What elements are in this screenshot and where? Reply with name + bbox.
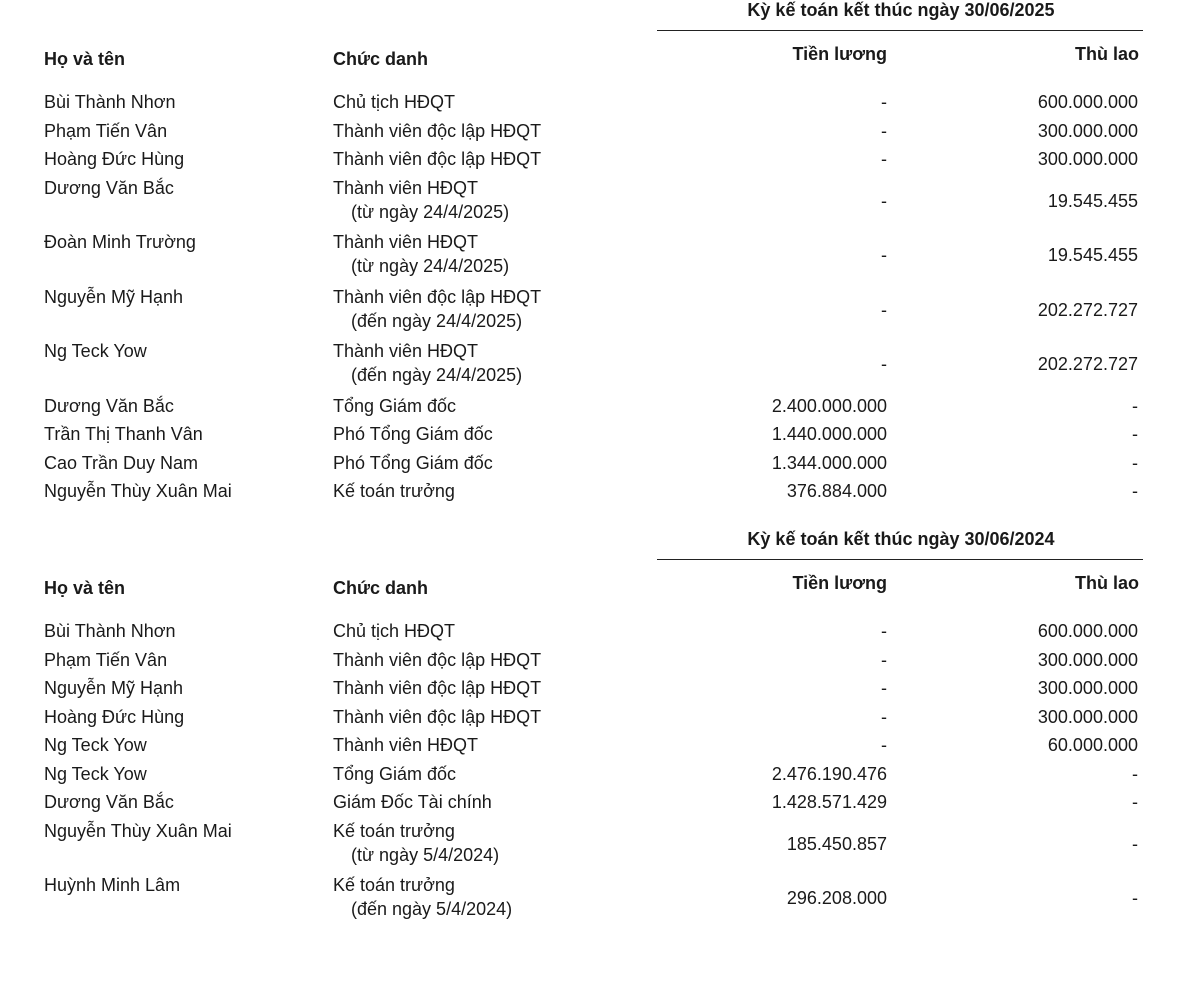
period-heading: Kỳ kế toán kết thúc ngày 30/06/2024 [747, 529, 1055, 549]
column-header-name: Họ và tên [44, 49, 126, 69]
column-header-salary: Tiền lương [792, 44, 887, 64]
fee-value: 19.545.455 [1047, 245, 1138, 265]
column-header-name: Họ và tên [44, 578, 126, 598]
salary-value: - [881, 621, 887, 641]
job-title: Thành viên độc lập HĐQT [333, 120, 542, 141]
job-title-cell [333, 819, 499, 867]
job-title: Phó Tổng Giám đốc [333, 452, 493, 473]
job-title-cell [333, 176, 509, 224]
period-rule [657, 30, 1143, 31]
job-title: Giám Đốc Tài chính [333, 792, 492, 812]
job-title: Thành viên độc lập HĐQT [333, 649, 542, 670]
column-header-fee: Thù lao [1075, 44, 1139, 64]
job-title-cell [333, 873, 512, 921]
person-name: Nguyễn Mỹ Hạnh [44, 678, 184, 698]
salary-value: 1.428.571.429 [771, 792, 887, 812]
salary-value: - [881, 245, 887, 265]
job-title: Thành viên độc lập HĐQT [333, 286, 542, 307]
job-title-cell [333, 90, 455, 114]
job-title: Kế toán trưởng [333, 481, 455, 501]
job-title: Kế toán trưởng [333, 875, 455, 895]
fee-value: 300.000.000 [1037, 120, 1138, 141]
salary-value: 2.400.000.000 [771, 395, 887, 416]
salary-value: - [881, 354, 887, 374]
tenure-note: (từ ngày 24/4/2025) [351, 256, 510, 276]
fee-value: 202.272.727 [1037, 299, 1138, 320]
fee-value: 300.000.000 [1037, 149, 1138, 169]
person-name: Huỳnh Minh Lâm [44, 875, 181, 895]
salary-value: - [881, 678, 887, 698]
period-heading: Kỳ kế toán kết thúc ngày 30/06/2025 [747, 0, 1055, 20]
job-title-cell [333, 790, 492, 814]
fee-value: 202.272.727 [1037, 354, 1138, 374]
job-title: Tổng Giám đốc [333, 763, 457, 784]
person-name: Nguyễn Thùy Xuân Mai [44, 481, 232, 501]
job-title: Chủ tịch HĐQT [333, 621, 456, 641]
job-title: Thành viên HĐQT [333, 341, 479, 361]
salary-value: - [881, 649, 887, 670]
fee-value: - [1132, 395, 1138, 416]
column-header-title: Chức danh [333, 49, 429, 69]
job-title-cell [333, 394, 456, 418]
person-name: Ng Teck Yow [44, 735, 147, 755]
person-name: Hoàng Đức Hùng [44, 149, 185, 169]
salary-value: 1.344.000.000 [771, 452, 887, 473]
job-title: Tổng Giám đốc [333, 395, 457, 416]
salary-value: 2.476.190.476 [771, 763, 887, 784]
job-title-cell [333, 422, 493, 446]
person-name: Dương Văn Bắc [44, 177, 174, 198]
fee-value: - [1132, 888, 1138, 908]
salary-value: - [881, 190, 887, 211]
fee-value: - [1132, 833, 1138, 854]
salary-value: - [881, 92, 887, 112]
tenure-note: (từ ngày 5/4/2024) [351, 844, 500, 865]
job-title-cell [333, 285, 541, 333]
fee-value: 300.000.000 [1037, 649, 1138, 670]
person-name: Trần Thị Thanh Vân [44, 424, 203, 444]
salary-value: - [881, 149, 887, 169]
person-name: Nguyễn Mỹ Hạnh [44, 286, 184, 307]
fee-value: - [1132, 481, 1138, 501]
fee-value: - [1132, 452, 1138, 473]
salary-value: 296.208.000 [786, 888, 887, 908]
person-name: Cao Trần Duy Nam [44, 452, 199, 473]
fee-value: 600.000.000 [1037, 92, 1138, 112]
job-title-cell [333, 676, 541, 700]
person-name: Bùi Thành Nhơn [44, 621, 176, 641]
salary-value: - [881, 120, 887, 141]
tenure-note: (từ ngày 24/4/2025) [351, 201, 510, 222]
salary-value: 1.440.000.000 [771, 424, 887, 444]
salary-value: 185.450.857 [786, 833, 887, 854]
section-2024 [0, 529, 1180, 999]
salary-value: - [881, 706, 887, 727]
job-title-cell [333, 119, 541, 143]
tenure-note: (đến ngày 5/4/2024) [351, 899, 513, 919]
fee-value: - [1132, 763, 1138, 784]
job-title: Thành viên độc lập HĐQT [333, 678, 542, 698]
job-title: Chủ tịch HĐQT [333, 92, 456, 112]
person-name: Dương Văn Bắc [44, 395, 174, 416]
column-header-fee: Thù lao [1075, 573, 1139, 593]
tenure-note: (đến ngày 24/4/2025) [351, 365, 523, 385]
period-rule [657, 559, 1143, 560]
job-title-cell [333, 648, 541, 672]
person-name: Nguyễn Thùy Xuân Mai [44, 820, 232, 841]
salary-value: 376.884.000 [786, 481, 887, 501]
job-title-cell [333, 733, 478, 757]
salary-value: - [881, 735, 887, 755]
fee-value: 60.000.000 [1047, 735, 1138, 755]
job-title: Thành viên HĐQT [333, 232, 479, 252]
job-title-cell [333, 479, 455, 503]
job-title-cell [333, 705, 541, 729]
person-name: Bùi Thành Nhơn [44, 92, 176, 112]
job-title: Thành viên độc lập HĐQT [333, 706, 542, 727]
person-name: Hoàng Đức Hùng [44, 706, 185, 727]
person-name: Ng Teck Yow [44, 763, 147, 784]
job-title-cell [333, 147, 541, 171]
person-name: Phạm Tiến Vân [44, 649, 168, 670]
column-header-salary: Tiền lương [792, 573, 887, 593]
fee-value: - [1132, 792, 1138, 812]
person-name: Đoàn Minh Trường [44, 232, 196, 252]
job-title-cell [333, 451, 493, 475]
job-title-cell [333, 339, 522, 387]
job-title: Thành viên độc lập HĐQT [333, 149, 542, 169]
job-title: Thành viên HĐQT [333, 177, 479, 198]
tenure-note: (đến ngày 24/4/2025) [351, 310, 523, 331]
job-title: Kế toán trưởng [333, 820, 455, 841]
job-title: Phó Tổng Giám đốc [333, 424, 493, 444]
salary-value: - [881, 299, 887, 320]
fee-value: 19.545.455 [1047, 190, 1138, 211]
person-name: Phạm Tiến Vân [44, 120, 168, 141]
fee-value: - [1132, 424, 1138, 444]
job-title: Thành viên HĐQT [333, 735, 479, 755]
fee-value: 300.000.000 [1037, 678, 1138, 698]
fee-value: 300.000.000 [1037, 706, 1138, 727]
job-title-cell [333, 762, 456, 786]
person-name: Ng Teck Yow [44, 341, 147, 361]
job-title-cell [333, 619, 455, 643]
job-title-cell [333, 230, 509, 278]
column-header-title: Chức danh [333, 578, 429, 598]
fee-value: 600.000.000 [1037, 621, 1138, 641]
person-name: Dương Văn Bắc [44, 792, 174, 812]
